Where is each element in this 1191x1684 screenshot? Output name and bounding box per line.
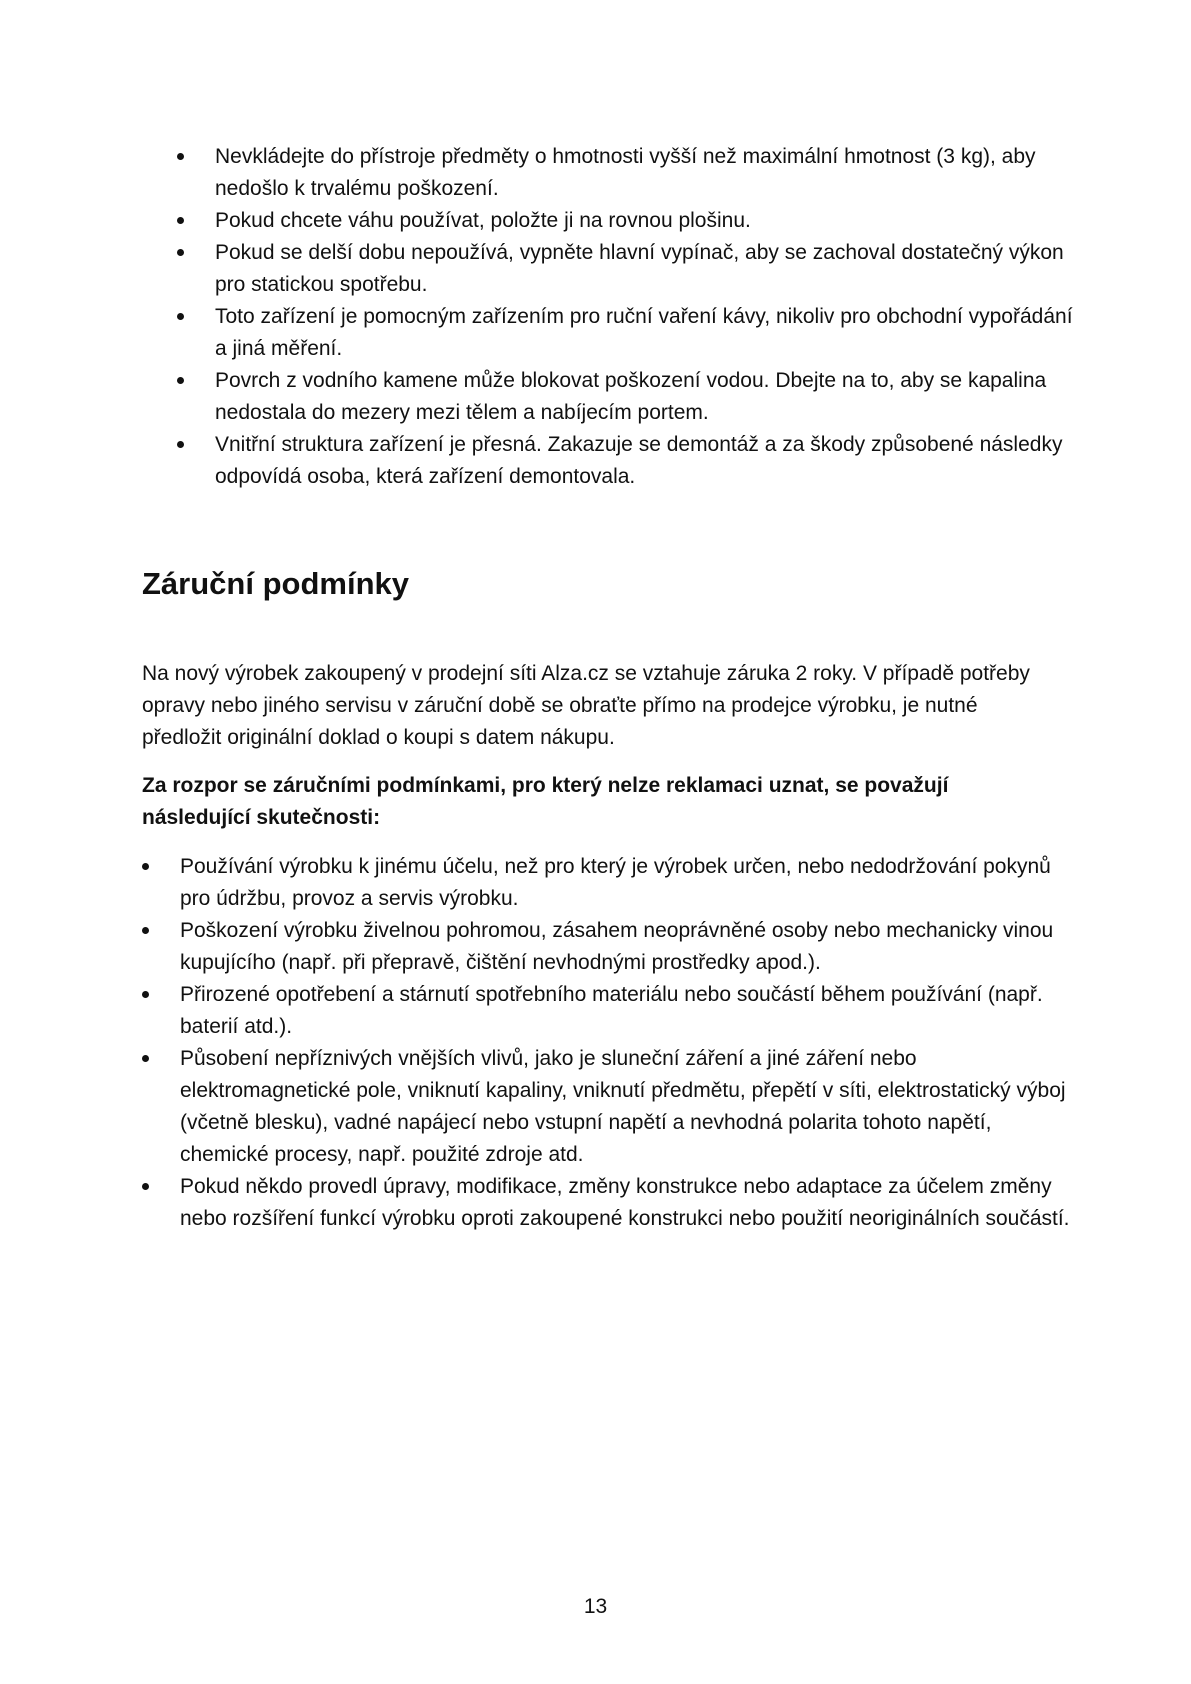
list-item-text: Vnitřní struktura zařízení je přesná. Zakazuje se demontáž a za škody způsobené následky odpovídá osoba, která zařízení demontovala. xyxy=(215,433,1063,488)
bullet-icon xyxy=(177,217,184,224)
warranty-intro-paragraph: Na nový výrobek zakoupený v prodejní síti Alza.cz se vztahuje záruka 2 roky. V případě potřeby opravy nebo jiného servisu v záruční době se obraťte přímo na prodejce výrobku, je nutné předložit originální doklad o koupi s datem nákupu. xyxy=(142,662,1030,749)
warranty-exclusions-title: Za rozpor se záručními podmínkami, pro který nelze reklamaci uznat, se považují následující skutečnosti: xyxy=(142,774,949,829)
list-item-text: Toto zařízení je pomocným zařízením pro ruční vaření kávy, nikoliv pro obchodní vypořádání a jiná měření. xyxy=(215,305,1073,360)
list-item xyxy=(177,301,1077,365)
list-item xyxy=(142,1043,1077,1171)
warranty-exclusions-list xyxy=(142,851,1077,1235)
bullet-icon xyxy=(142,1183,149,1190)
list-item-text: Pokud se delší dobu nepoužívá, vypněte hlavní vypínač, aby se zachoval dostatečný výkon pro statickou spotřebu. xyxy=(215,241,1064,296)
bullet-icon xyxy=(177,377,184,384)
list-item xyxy=(142,1171,1077,1235)
list-item xyxy=(177,365,1077,429)
safety-instructions-list xyxy=(177,141,1077,493)
list-item-text: Přirozené opotřebení a stárnutí spotřebního materiálu nebo součástí během používání (např. baterií atd.). xyxy=(180,983,1043,1038)
list-item xyxy=(177,205,1077,237)
list-item xyxy=(142,979,1077,1043)
bullet-icon xyxy=(177,441,184,448)
list-item-text: Působení nepříznivých vnějších vlivů, jako je sluneční záření a jiné záření nebo elektromagnetické pole, vniknutí kapaliny, vniknutí předmětu, přepětí v síti, elektrostatický výboj (včetně blesku), vadné napájecí nebo vstupní napětí a nevhodná polarita tohoto napětí, chemické procesy, např. použité zdroje atd. xyxy=(180,1047,1066,1166)
bullet-icon xyxy=(142,991,149,998)
bullet-icon xyxy=(177,313,184,320)
list-item-text: Pokud někdo provedl úpravy, modifikace, změny konstrukce nebo adaptace za účelem změny nebo rozšíření funkcí výrobku oproti zakoupené konstrukci nebo použití neoriginálních součástí. xyxy=(180,1175,1070,1230)
list-item xyxy=(142,851,1077,915)
bullet-icon xyxy=(142,863,149,870)
bullet-icon xyxy=(177,249,184,256)
page-number: 13 xyxy=(583,1595,608,1618)
list-item xyxy=(177,237,1077,301)
list-item-text: Poškození výrobku živelnou pohromou, zásahem neoprávněné osoby nebo mechanicky vinou kupujícího (např. při přepravě, čištění nevhodnými prostředky apod.). xyxy=(180,919,1054,974)
list-item-text: Nevkládejte do přístroje předměty o hmotnosti vyšší než maximální hmotnost (3 kg), aby nedošlo k trvalému poškození. xyxy=(215,145,1036,200)
list-item-text: Pokud chcete váhu používat, položte ji na rovnou plošinu. xyxy=(215,209,751,232)
bullet-icon xyxy=(142,927,149,934)
list-item xyxy=(177,429,1077,493)
bullet-icon xyxy=(177,153,184,160)
list-item xyxy=(142,915,1077,979)
list-item-text: Povrch z vodního kamene může blokovat poškození vodou. Dbejte na to, aby se kapalina nedostala do mezery mezi tělem a nabíjecím portem. xyxy=(215,369,1047,424)
list-item xyxy=(177,141,1077,205)
bullet-icon xyxy=(142,1055,149,1062)
warranty-heading: Záruční podmínky xyxy=(142,566,409,601)
list-item-text: Používání výrobku k jinému účelu, než pro který je výrobek určen, nebo nedodržování pokynů pro údržbu, provoz a servis výrobku. xyxy=(180,855,1051,910)
